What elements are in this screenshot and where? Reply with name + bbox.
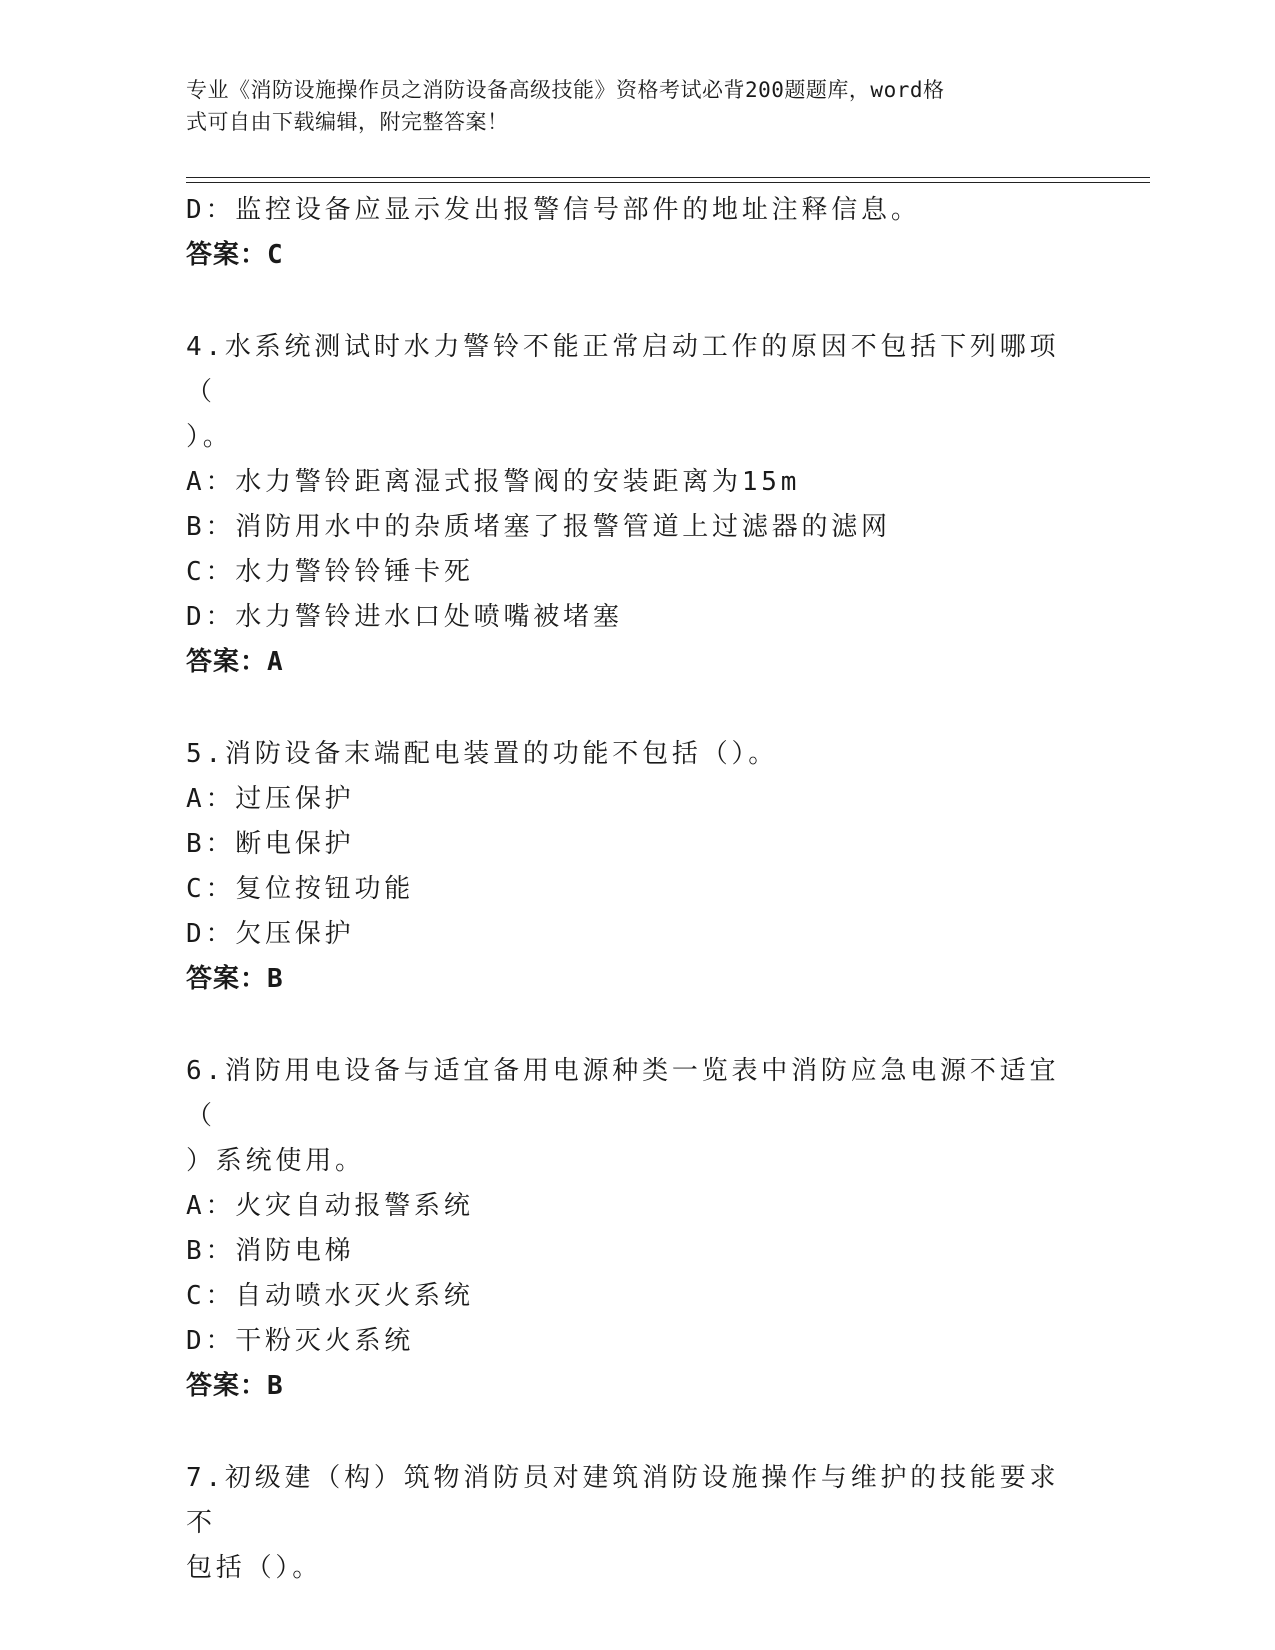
question-4 xyxy=(186,325,1066,685)
header-divider-bottom xyxy=(186,182,1150,183)
option-a: A：过压保护 xyxy=(186,784,355,814)
question-stem-line: 4.水系统测试时水力警铃不能正常启动工作的原因不包括下列哪项（ xyxy=(186,332,1060,407)
option-b: B：断电保护 xyxy=(186,829,355,859)
answer: 答案：B xyxy=(186,964,284,994)
header-line-2: 式可自由下载编辑，附完整答案！ xyxy=(186,110,509,134)
option-d: D：水力警铃进水口处喷嘴被堵塞 xyxy=(186,602,623,632)
option-c: C：复位按钮功能 xyxy=(186,874,415,904)
option-b: B：消防电梯 xyxy=(186,1236,355,1266)
header-divider-top xyxy=(186,177,1150,178)
option-c: C：水力警铃铃锤卡死 xyxy=(186,557,474,587)
question-stem-line: 7.初级建（构）筑物消防员对建筑消防设施操作与维护的技能要求不 xyxy=(186,1463,1060,1538)
option-a: A：水力警铃距离湿式报警阀的安装距离为15m xyxy=(186,467,801,497)
answer: 答案：C xyxy=(186,240,284,270)
question-6 xyxy=(186,1049,1066,1409)
option-d: D：欠压保护 xyxy=(186,919,355,949)
question-7 xyxy=(186,1456,1066,1591)
question-list xyxy=(186,188,1066,1591)
document-header xyxy=(186,74,1066,138)
answer: 答案：B xyxy=(186,1371,284,1401)
option-c: C：自动喷水灭火系统 xyxy=(186,1281,474,1311)
option-d: D：干粉灭火系统 xyxy=(186,1326,415,1356)
question-stem-line: ）系统使用。 xyxy=(186,1146,365,1176)
answer: 答案：A xyxy=(186,647,284,677)
question-5 xyxy=(186,732,1066,1002)
option-b: B：消防用水中的杂质堵塞了报警管道上过滤器的滤网 xyxy=(186,512,891,542)
question-stem-line: ）。 xyxy=(186,422,233,452)
option-a: A：火灾自动报警系统 xyxy=(186,1191,474,1221)
option-d: D：监控设备应显示发出报警信号部件的地址注释信息。 xyxy=(186,195,921,225)
question-stem-line: 5.消防设备末端配电装置的功能不包括（）。 xyxy=(186,739,779,769)
question-3 xyxy=(186,188,1066,278)
header-line-1: 专业《消防设施操作员之消防设备高级技能》资格考试必背200题题库，word格 xyxy=(186,78,945,102)
question-stem-line: 包括（）。 xyxy=(186,1553,323,1583)
question-stem-line: 6.消防用电设备与适宜备用电源种类一览表中消防应急电源不适宜（ xyxy=(186,1056,1060,1131)
